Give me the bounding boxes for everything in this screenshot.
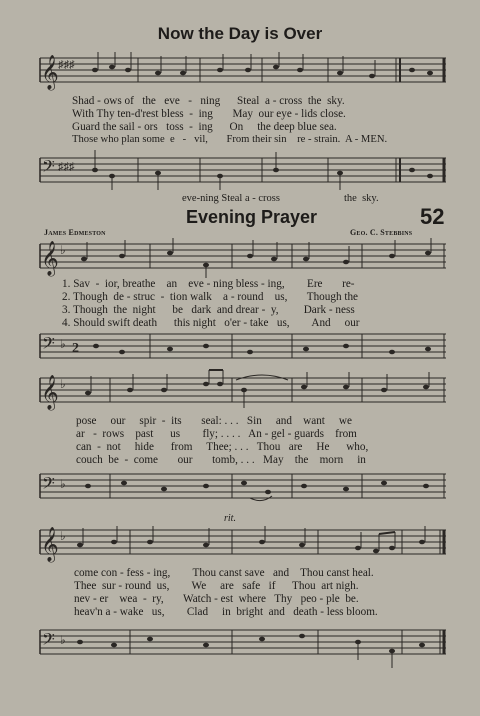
svg-text:2: 2 [72, 341, 79, 356]
rit-marking: rit. [224, 513, 236, 524]
svg-text:♭: ♭ [60, 529, 66, 543]
svg-text:𝄢: 𝄢 [42, 475, 55, 497]
system3-verse-3: nev - er wea - ry, Watch - est where Thy peo - ple be. [74, 593, 359, 605]
system2-treble-staff [0, 368, 480, 412]
hymn1-verse-2: With Thy ten-d'rest bless - ing May our eye - lids close. [72, 108, 346, 120]
hymn1-bass-staff [0, 148, 480, 192]
system1-verse-2: 2. Though de - struc - tion walk a - round us, Though the [62, 291, 359, 303]
system3-verse-2: Thee sur - round us, We are safe if Thou art nigh. [74, 580, 359, 592]
hymn1-under-staff-lyric-1: eve-ning Steal a - cross [182, 193, 280, 204]
system1-verse-4: 4. Should swift death this night o'er - take us, And our [62, 317, 360, 329]
svg-text:♭: ♭ [60, 243, 66, 257]
system1-verse-3: 3. Though the night be dark and drear - y, Dark - ness [62, 304, 355, 316]
hymn2-title: Evening Prayer [186, 207, 318, 227]
hymn-number: 52 [420, 204, 445, 229]
svg-text:𝄞: 𝄞 [41, 528, 59, 561]
svg-text:𝄞: 𝄞 [41, 242, 59, 275]
system2-verse-4: couch be - come our tomb, . . . May the morn in [76, 454, 366, 466]
system2-verse-2: ar - rows past us fly; . . . . An - gel - guards from [76, 428, 357, 440]
system1-bass-staff [0, 328, 480, 364]
system3-treble-staff [0, 522, 480, 566]
svg-text:♯♯♯: ♯♯♯ [58, 59, 75, 71]
svg-text:𝄞: 𝄞 [41, 376, 59, 409]
hymn1-treble-staff [0, 52, 480, 92]
hymn1-verse-3: Guard the sail - ors toss - ing On the deep blue sea. [72, 121, 337, 133]
system3-verse-4: heav'n a - wake us, Clad in bright and death - less bloom. [74, 606, 378, 618]
system3-bass-staff [0, 620, 480, 670]
hymn1-verse-1: Shad - ows of the eve - ning Steal a - cross the sky. [72, 95, 345, 107]
system3-verse-1: come con - fess - ing, Thou canst save and Thou canst heal. [74, 567, 374, 579]
system1-treble-staff [0, 238, 480, 278]
system1-verse-1: 1. Sav - ior, breathe an eve - ning bless - ing, Ere re- [62, 278, 355, 290]
svg-text:𝄢: 𝄢 [42, 631, 55, 653]
svg-text:𝄞: 𝄞 [41, 56, 59, 89]
svg-text:𝄢: 𝄢 [42, 158, 55, 180]
system2-verse-3: can - not hide from Thee; . . . Thou are He who, [76, 441, 369, 453]
system2-bass-staff [0, 466, 480, 506]
author-credit: James Edmeston [44, 228, 106, 237]
svg-text:♭: ♭ [60, 377, 66, 391]
svg-text:♭: ♭ [60, 337, 66, 351]
svg-text:♭: ♭ [60, 477, 66, 491]
hymn1-title: Now the Day is Over [157, 24, 323, 43]
hymn1-under-staff-lyric-2: the sky. [344, 193, 379, 204]
svg-text:𝄢: 𝄢 [42, 335, 55, 357]
svg-text:♯♯♯: ♯♯♯ [58, 161, 75, 173]
hymn1-verse-4: Those who plan some e - vil, From their sin re - strain. A - MEN. [72, 134, 388, 145]
composer-credit: Geo. C. Stebbins [350, 228, 413, 237]
system2-verse-1: pose our spir - its seal: . . . Sin and want we [76, 415, 352, 427]
svg-text:♭: ♭ [60, 633, 66, 647]
